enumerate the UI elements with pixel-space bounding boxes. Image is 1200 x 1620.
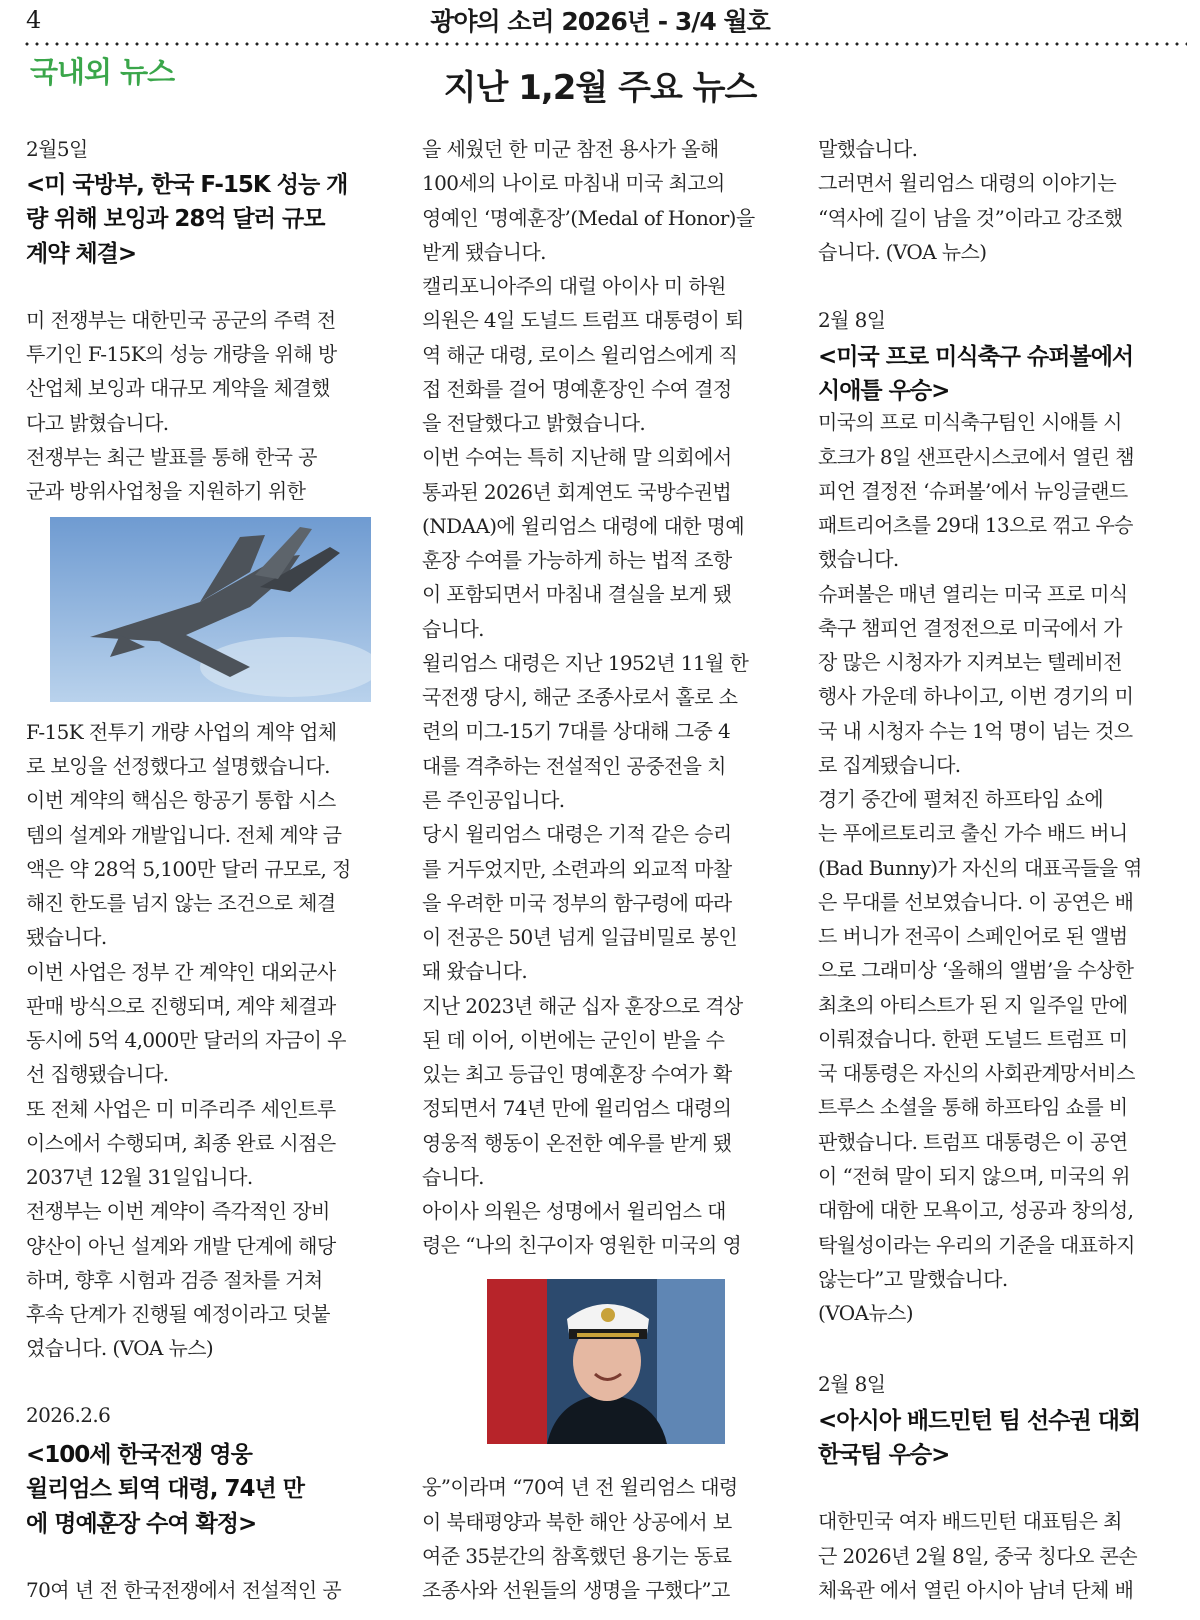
article-headline-line: 계약 체결>	[26, 241, 137, 267]
article-body-line: 하며, 향후 시험과 검증 절차를 거쳐	[26, 1268, 323, 1292]
dotted-divider	[22, 42, 1187, 46]
article-body-line: 돼 왔습니다.	[422, 959, 528, 983]
article-body-line: 이뤄졌습니다. 한편 도널드 트럼프 미	[818, 1027, 1128, 1051]
article-body-line: 이번 수여는 특히 지난해 말 의회에서	[422, 445, 732, 469]
article-body-line: 피언 결정전 ‘슈퍼볼’에서 뉴잉글랜드	[818, 479, 1128, 503]
article-body-line: 국 대통령은 자신의 사회관계망서비스	[818, 1061, 1135, 1085]
article-body-line: 이 전공은 50년 넘게 일급비밀로 봉인	[422, 925, 738, 949]
article-body-line: 체육관 에서 열린 아시아 남녀 단체 배	[818, 1578, 1134, 1602]
article-body-line: 됐습니다.	[26, 925, 107, 949]
article-body-line: (Bad Bunny)가 자신의 대표곡들을 엮	[818, 856, 1142, 880]
article-body-line: 당시 윌리엄스 대령은 기적 같은 승리	[422, 822, 732, 846]
article-body-line: 70여 년 전 한국전쟁에서 전설적인 공	[26, 1578, 342, 1602]
article-headline-line: <아시아 배드민턴 팀 선수권 대회	[818, 1408, 1141, 1434]
article-body-line: 습니다. (VOA 뉴스)	[818, 240, 987, 264]
article-body-line: 전쟁부는 이번 계약이 즉각적인 장비	[26, 1199, 330, 1223]
article-body-line: 이 포함되면서 마침내 결실을 보게 됐	[422, 582, 732, 606]
article-body-line: 슈퍼볼은 매년 열리는 미국 프로 미식	[818, 582, 1128, 606]
article-body-line: 있는 최고 등급인 명예훈장 수여가 확	[422, 1062, 732, 1086]
article-body-line: 는 푸에르토리코 출신 가수 배드 버니	[818, 821, 1128, 845]
article-body-line: 이 북태평양과 북한 해안 상공에서 보	[422, 1510, 732, 1534]
article-body-line: 습니다.	[422, 617, 484, 641]
article-body-line: 을 우려한 미국 정부의 함구령에 따라	[422, 891, 732, 915]
article-body-line: 받게 됐습니다.	[422, 240, 546, 264]
article-body-line: 국 내 시청자 수는 1억 명이 넘는 것으	[818, 719, 1133, 743]
page-title: 지난 1,2월 주요 뉴스	[443, 68, 757, 108]
article-body-line: 이 “전혀 말이 되지 않으며, 미국의 위	[818, 1164, 1131, 1188]
article-body-line: “역사에 길이 남을 것”이라고 강조했	[818, 206, 1123, 230]
article-body-line: 대함에 대한 모욕이고, 성공과 창의성,	[818, 1198, 1134, 1222]
article-body-line: 역 해군 대령, 로이스 윌리엄스에게 직	[422, 343, 738, 367]
article-body-line: 판매 방식으로 진행되며, 계약 체결과	[26, 994, 336, 1018]
article-body-line: 웅”이라며 “70여 년 전 윌리엄스 대령	[422, 1475, 738, 1499]
article-body-line: 동시에 5억 4,000만 달러의 자금이 우	[26, 1028, 346, 1052]
article-body-line: 탁월성이라는 우리의 기준을 대표하지	[818, 1233, 1135, 1257]
article-date: 2월 8일	[818, 1372, 886, 1396]
article-body-line: 패트리어츠를 29대 13으로 꺾고 우승	[818, 513, 1133, 537]
article-body-line: 드 버니가 전곡이 스페인어로 된 앨범	[818, 924, 1128, 948]
article-body-line: 의원은 4일 도널드 트럼프 대통령이 퇴	[422, 308, 744, 332]
article-body-line: F-15K 전투기 개량 사업의 계약 업체	[26, 720, 337, 744]
article-headline-line: 윌리엄스 퇴역 대령, 74년 만	[26, 1476, 304, 1502]
article-body-line: 대한민국 여자 배드민턴 대표팀은 최	[818, 1509, 1122, 1533]
article-date: 2월 8일	[818, 308, 886, 332]
article-body-line: 산업체 보잉과 대규모 계약을 체결했	[26, 376, 330, 400]
article-body-line: (VOA뉴스)	[818, 1301, 913, 1325]
article-body-line: 은 무대를 선보였습니다. 이 공연은 배	[818, 890, 1134, 914]
article-body-line: 군과 방위사업청을 지원하기 위한	[26, 479, 306, 503]
veteran-portrait-photo	[487, 1279, 725, 1444]
page-number: 4	[26, 6, 42, 34]
article-body-line: 아이사 의원은 성명에서 윌리엄스 대	[422, 1199, 726, 1223]
article-body-line: 템의 설계와 개발입니다. 전체 계약 금	[26, 823, 342, 847]
article-body-line: 호크가 8일 샌프란시스코에서 열린 챔	[818, 445, 1134, 469]
article-headline-line: 한국팀 우승>	[818, 1442, 950, 1468]
fighter-jet-photo	[50, 517, 371, 702]
article-body-line: 트루스 소셜을 통해 하프타임 쇼를 비	[818, 1095, 1128, 1119]
article-body-line: 이스에서 수행되며, 최종 완료 시점은	[26, 1131, 336, 1155]
article-body-line: 련의 미그-15기 7대를 상대해 그중 4	[422, 719, 731, 743]
article-headline-line: 시애틀 우승>	[818, 378, 950, 404]
article-body-line: 행사 가운데 하나이고, 이번 경기의 미	[818, 684, 1134, 708]
article-body-line: 을 전달했다고 밝혔습니다.	[422, 411, 646, 435]
article-body-line: 다고 밝혔습니다.	[26, 411, 169, 435]
article-body-line: 판했습니다. 트럼프 대통령은 이 공연	[818, 1130, 1128, 1154]
article-body-line: 지난 2023년 해군 십자 훈장으로 격상	[422, 994, 743, 1018]
article-headline-line: 량 위해 보잉과 28억 달러 규모	[26, 206, 325, 232]
article-body-line: 액은 약 28억 5,100만 달러 규모로, 정	[26, 857, 351, 881]
article-body-line: 조종사와 선원들의 생명을 구했다”고	[422, 1578, 730, 1602]
article-body-line: 으로 그래미상 ‘올해의 앨범’을 수상한	[818, 958, 1134, 982]
article-body-line: 이번 계약의 핵심은 항공기 통합 시스	[26, 788, 336, 812]
article-body-line: 접 전화를 걸어 명예훈장인 수여 결정	[422, 377, 732, 401]
article-headline-line: <100세 한국전쟁 영웅	[26, 1442, 252, 1468]
article-body-line: 된 데 이어, 이번에는 군인이 받을 수	[422, 1028, 725, 1052]
article-body-line: 근 2026년 2월 8일, 중국 칭다오 콘손	[818, 1544, 1137, 1568]
article-body-line: 선 집행됐습니다.	[26, 1062, 169, 1086]
article-body-line: 미 전쟁부는 대한민국 공군의 주력 전	[26, 308, 336, 332]
article-body-line: 훈장 수여를 가능하게 하는 법적 조항	[422, 548, 732, 572]
article-body-line: 그러면서 윌리엄스 대령의 이야기는	[818, 171, 1117, 195]
article-body-line: 정되면서 74년 만에 윌리엄스 대령의	[422, 1096, 732, 1120]
article-body-line: 를 거두었지만, 소련과의 외교적 마찰	[422, 857, 732, 881]
article-body-line: 국전쟁 당시, 해군 조종사로서 홀로 소	[422, 685, 738, 709]
article-body-line: 영예인 ‘명예훈장’(Medal of Honor)을	[422, 206, 755, 230]
article-body-line: 또 전체 사업은 미 미주리주 세인트루	[26, 1097, 336, 1121]
article-body-line: 윌리엄스 대령은 지난 1952년 11월 한	[422, 651, 749, 675]
article-body-line: 않는다”고 말했습니다.	[818, 1267, 1008, 1291]
article-body-line: 축구 챔피언 결정전으로 미국에서 가	[818, 616, 1122, 640]
article-body-line: 양산이 아닌 설계와 개발 단계에 해당	[26, 1234, 336, 1258]
article-body-line: 캘리포니아주의 대럴 아이사 미 하원	[422, 274, 726, 298]
publication-masthead: 광야의 소리 2026년 - 3/4 월호	[430, 7, 770, 36]
article-body-line: 통과된 2026년 회계연도 국방수권법	[422, 480, 732, 504]
article-body-line: 후속 단계가 진행될 예정이라고 덧붙	[26, 1302, 330, 1326]
article-body-line: 이번 사업은 정부 간 계약인 대외군사	[26, 960, 336, 984]
article-body-line: (NDAA)에 윌리엄스 대령에 대한 명예	[422, 514, 745, 538]
article-body-line: 영웅적 행동이 온전한 예우를 받게 됐	[422, 1131, 732, 1155]
article-body-line: 미국의 프로 미식축구팀인 시애틀 시	[818, 410, 1122, 434]
article-body-line: 른 주인공입니다.	[422, 788, 565, 812]
article-body-line: 2037년 12월 31일입니다.	[26, 1165, 253, 1189]
article-body-line: 전쟁부는 최근 발표를 통해 한국 공	[26, 445, 317, 469]
article-body-line: 했습니다.	[818, 547, 899, 571]
article-body-line: 장 많은 시청자가 지켜보는 텔레비전	[818, 650, 1122, 674]
article-date: 2월5일	[26, 137, 88, 161]
article-body-line: 로 집계됐습니다.	[818, 753, 961, 777]
article-body-line: 투기인 F-15K의 성능 개량을 위해 방	[26, 342, 337, 366]
article-headline-line: <미 국방부, 한국 F-15K 성능 개	[26, 172, 348, 198]
article-body-line: 로 보잉을 선정했다고 설명했습니다.	[26, 754, 330, 778]
article-body-line: 말했습니다.	[818, 137, 918, 161]
article-body-line: 였습니다. (VOA 뉴스)	[26, 1336, 214, 1360]
section-label: 국내외 뉴스	[30, 55, 175, 89]
article-headline-line: <미국 프로 미식축구 슈퍼볼에서	[818, 344, 1134, 370]
article-body-line: 100세의 나이로 마침내 미국 최고의	[422, 171, 725, 195]
article-date: 2026.2.6	[26, 1403, 111, 1427]
article-headline-line: 에 명예훈장 수여 확정>	[26, 1511, 257, 1537]
article-body-line: 대를 격추하는 전설적인 공중전을 치	[422, 754, 726, 778]
article-body-line: 해진 한도를 넘지 않는 조건으로 체결	[26, 891, 336, 915]
article-body-line: 습니다.	[422, 1165, 484, 1189]
article-body-line: 을 세웠던 한 미군 참전 용사가 올해	[422, 137, 719, 161]
article-body-line: 령은 “나의 친구이자 영원한 미국의 영	[422, 1233, 742, 1257]
article-body-line: 경기 중간에 펼쳐진 하프타임 쇼에	[818, 787, 1104, 811]
article-body-line: 여준 35분간의 참혹했던 용기는 동료	[422, 1544, 732, 1568]
article-body-line: 최초의 아티스트가 된 지 일주일 만에	[818, 993, 1128, 1017]
